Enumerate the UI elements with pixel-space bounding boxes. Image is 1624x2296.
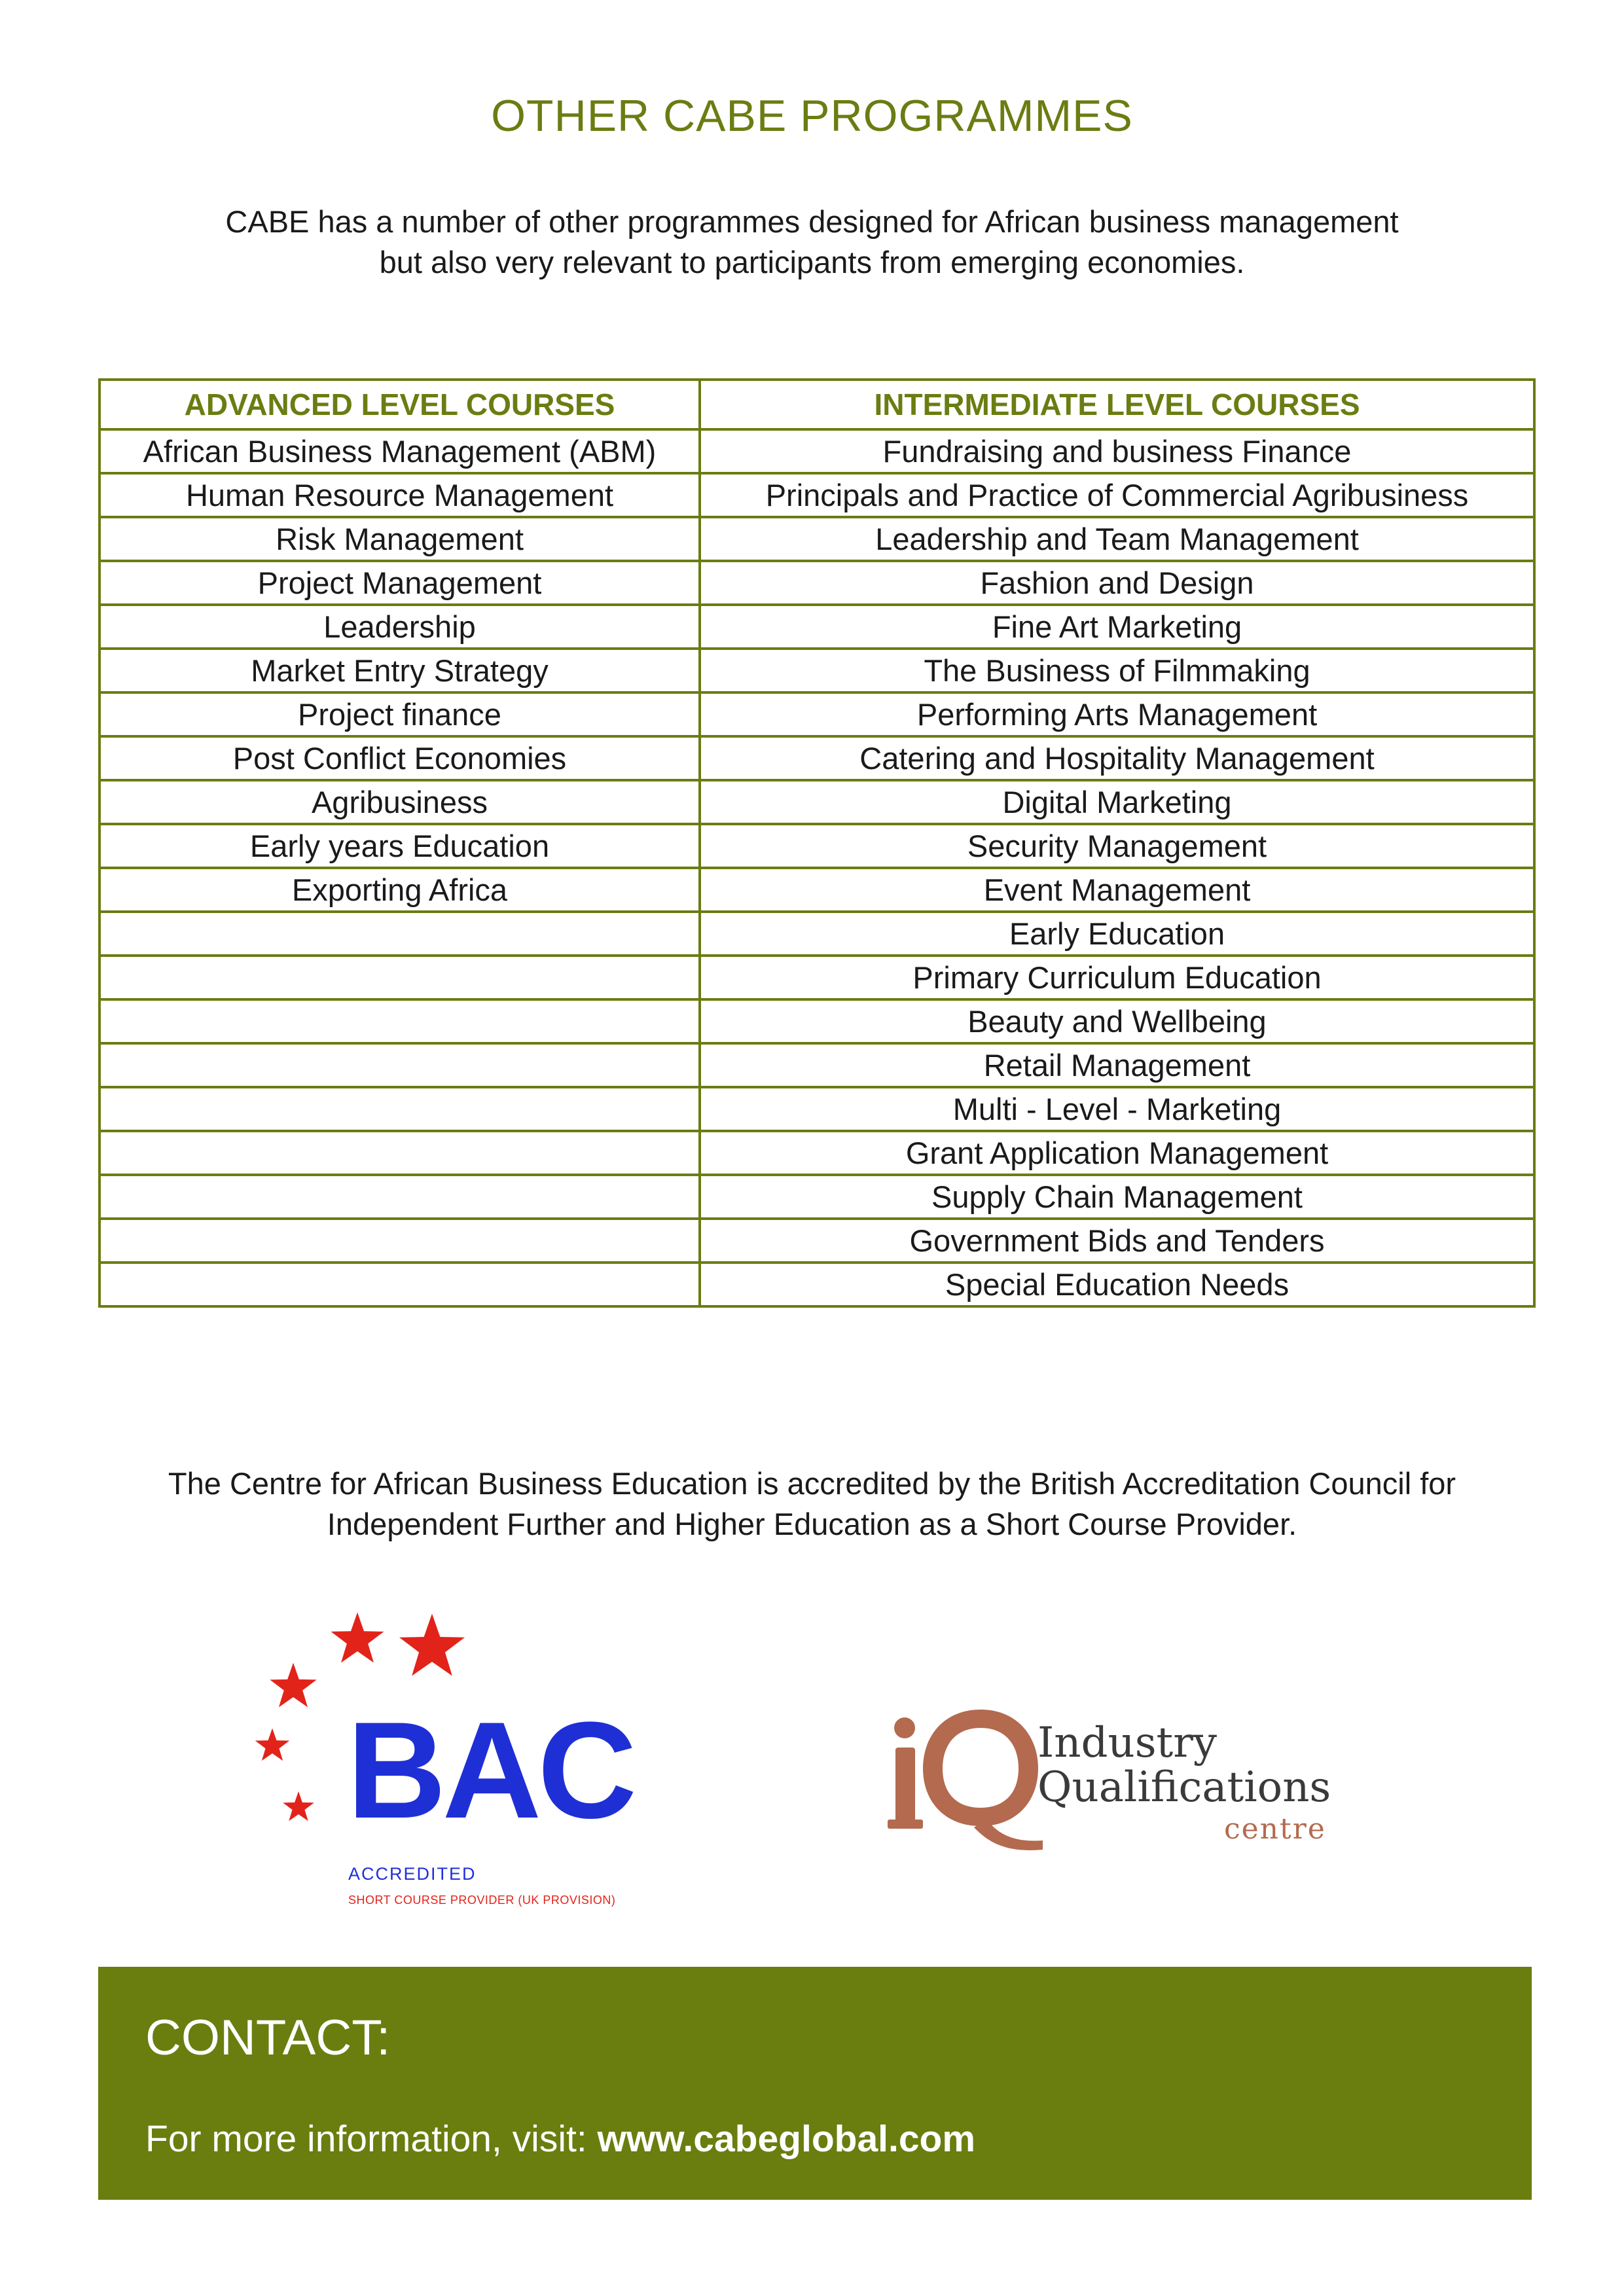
table-row: [99, 912, 1534, 956]
table-row: [99, 473, 1534, 517]
advanced-course-cell: Agribusiness: [99, 780, 700, 824]
advanced-course-cell: [99, 1219, 700, 1263]
table-row: [99, 429, 1534, 473]
table-header-row: [99, 380, 1534, 429]
intermediate-course-cell: Performing Arts Management: [700, 692, 1534, 736]
table-row: [99, 561, 1534, 605]
advanced-course-cell: Project finance: [99, 692, 700, 736]
table-row: [99, 956, 1534, 999]
iq-logo-line1: Industry: [1038, 1719, 1217, 1767]
advanced-course-cell: Human Resource Management: [99, 473, 700, 517]
advanced-course-cell: Project Management: [99, 561, 700, 605]
accreditation-statement: [0, 1463, 1624, 1545]
intermediate-course-cell: Government Bids and Tenders: [700, 1219, 1534, 1263]
advanced-course-cell: [99, 956, 700, 999]
table-row: [99, 1043, 1534, 1087]
advanced-course-cell: [99, 1263, 700, 1306]
bac-wordmark: BAC: [347, 1693, 633, 1847]
intermediate-course-cell: Leadership and Team Management: [700, 517, 1534, 561]
courses-table-body: [99, 429, 1534, 1306]
intermediate-course-cell: Security Management: [700, 824, 1534, 868]
advanced-course-cell: [99, 999, 700, 1043]
bac-subtitle: SHORT COURSE PROVIDER (UK PROVISION): [348, 1893, 616, 1907]
intro-line: CABE has a number of other programmes designed for African business management: [225, 204, 1399, 239]
intermediate-course-cell: Digital Marketing: [700, 780, 1534, 824]
table-row: [99, 517, 1534, 561]
table-row: [99, 824, 1534, 868]
intermediate-course-cell: The Business of Filmmaking: [700, 649, 1534, 692]
courses-table: [98, 378, 1536, 1308]
table-row: [99, 736, 1534, 780]
advanced-course-cell: Market Entry Strategy: [99, 649, 700, 692]
intermediate-course-cell: Special Education Needs: [700, 1263, 1534, 1306]
advanced-course-cell: [99, 1175, 700, 1219]
advanced-course-cell: [99, 1131, 700, 1175]
iq-logo-line2: Qualifications: [1038, 1763, 1331, 1812]
intro-line: but also very relevant to participants from emerging economies.: [379, 245, 1245, 279]
intro-paragraph: [0, 202, 1624, 283]
intermediate-course-cell: Beauty and Wellbeing: [700, 999, 1534, 1043]
advanced-course-cell: Early years Education: [99, 824, 700, 868]
advanced-course-cell: Risk Management: [99, 517, 700, 561]
intermediate-course-cell: Retail Management: [700, 1043, 1534, 1087]
intermediate-course-cell: Fashion and Design: [700, 561, 1534, 605]
bac-accredited-label: ACCREDITED: [348, 1864, 477, 1884]
page-title: OTHER CABE PROGRAMMES: [491, 91, 1133, 141]
intermediate-course-cell: Event Management: [700, 868, 1534, 912]
accreditation-line: Independent Further and Higher Education as a Short Course Provider.: [327, 1507, 1297, 1541]
advanced-course-cell: Post Conflict Economies: [99, 736, 700, 780]
advanced-course-cell: [99, 1087, 700, 1131]
contact-info: [145, 2116, 975, 2162]
intermediate-course-cell: Supply Chain Management: [700, 1175, 1534, 1219]
intermediate-course-cell: Primary Curriculum Education: [700, 956, 1534, 999]
accreditation-line: The Centre for African Business Education is accredited by the British Accreditation Council for: [168, 1466, 1456, 1501]
advanced-course-cell: African Business Management (ABM): [99, 429, 700, 473]
table-row: [99, 999, 1534, 1043]
table-row: [99, 1175, 1534, 1219]
intermediate-course-cell: Principals and Practice of Commercial Agribusiness: [700, 473, 1534, 517]
table-row: [99, 692, 1534, 736]
advanced-course-cell: [99, 912, 700, 956]
intermediate-course-cell: Catering and Hospitality Management: [700, 736, 1534, 780]
table-row: [99, 780, 1534, 824]
advanced-course-cell: [99, 1043, 700, 1087]
advanced-course-cell: Leadership: [99, 605, 700, 649]
intermediate-courses-header: INTERMEDIATE LEVEL COURSES: [700, 380, 1534, 429]
contact-prefix: For more information, visit:: [145, 2118, 598, 2160]
table-row: [99, 1263, 1534, 1306]
table-row: [99, 1131, 1534, 1175]
table-row: [99, 605, 1534, 649]
advanced-course-cell: Exporting Africa: [99, 868, 700, 912]
intermediate-course-cell: Early Education: [700, 912, 1534, 956]
contact-title: CONTACT:: [145, 2010, 391, 2066]
table-row: [99, 1087, 1534, 1131]
table-row: [99, 868, 1534, 912]
advanced-courses-header: ADVANCED LEVEL COURSES: [99, 380, 700, 429]
iq-logo-icon: [882, 1702, 1046, 1852]
intermediate-course-cell: Fine Art Marketing: [700, 605, 1534, 649]
intermediate-course-cell: Grant Application Management: [700, 1131, 1534, 1175]
contact-banner: [98, 1967, 1532, 2200]
contact-website-link[interactable]: www.cabeglobal.com: [597, 2118, 976, 2160]
intermediate-course-cell: Multi - Level - Marketing: [700, 1087, 1534, 1131]
intermediate-course-cell: Fundraising and business Finance: [700, 429, 1534, 473]
table-row: [99, 1219, 1534, 1263]
iq-logo-line3: centre: [1224, 1812, 1326, 1846]
table-row: [99, 649, 1534, 692]
